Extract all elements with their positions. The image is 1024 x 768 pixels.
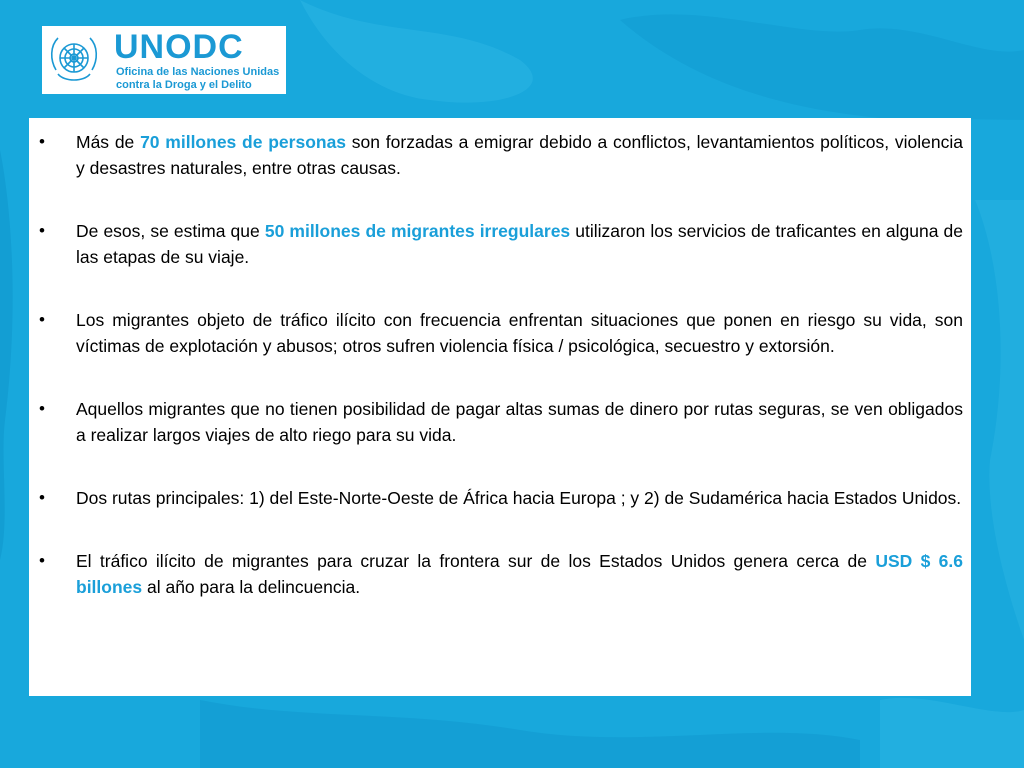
text-segment: al año para la delincuencia. (142, 577, 361, 597)
text-segment: De esos, se estima que (76, 221, 265, 241)
text-segment: son forzadas a emigrar debido a conflictos, levantamientos políticos, violencia y desastres naturales, entre otras causas. (76, 132, 964, 178)
bullet-item (29, 548, 971, 600)
text-segment: utilizaron los servicios de traficantes en alguna de las etapas de su viaje. (76, 221, 963, 267)
text-segment: Los migrantes objeto de tráfico ilícito con frecuencia enfrentan situaciones que ponen en riesgo su vida, son víctimas de explotación y abusos; otros sufren violencia física / psicológica, secuestro y extorsión. (76, 310, 963, 356)
logo-subtitle-line-2: contra la Droga y el Delito (116, 79, 252, 91)
bullet-icon: • (39, 221, 45, 240)
text-segment: El tráfico ilícito de migrantes para cruzar la frontera sur de los Estados Unidos genera cerca de (76, 551, 876, 571)
bullet-text (76, 548, 963, 600)
logo-subtitle (116, 66, 286, 92)
logo-title: UNODC (114, 28, 244, 66)
bullet-item (29, 218, 971, 270)
text-segment: Aquellos migrantes que no tienen posibilidad de pagar altas sumas de dinero por rutas seguras, se ven obligados a realizar largos viajes de alto riego para su vida. (76, 399, 963, 445)
bullet-item (29, 129, 971, 181)
bullet-icon: • (39, 488, 45, 507)
bullet-text (76, 485, 963, 511)
bullet-icon: • (39, 399, 45, 418)
bullet-text (76, 396, 963, 448)
text-segment: Más de (76, 132, 141, 152)
text-segment: Dos rutas principales: 1) del Este-Norte-Oeste de África hacia Europa ; y 2) de Sudamérica hacia Estados Unidos. (76, 488, 962, 508)
bullet-list (29, 129, 971, 637)
bullet-icon: • (39, 310, 45, 329)
bullet-item (29, 307, 971, 359)
bullet-text (76, 129, 963, 181)
content-panel (29, 118, 971, 696)
bullet-text (76, 307, 963, 359)
highlighted-text: 50 millones de migrantes irregulares (264, 221, 571, 241)
highlighted-text: 70 millones de personas (140, 132, 347, 152)
bullet-item (29, 396, 971, 448)
logo-subtitle-line-1: Oficina de las Naciones Unidas (116, 66, 280, 78)
un-emblem-icon (44, 30, 104, 90)
unodc-logo (42, 26, 286, 94)
bullet-item (29, 485, 971, 511)
bullet-text (76, 218, 963, 270)
bullet-icon: • (39, 132, 45, 151)
bullet-icon: • (39, 551, 45, 570)
highlighted-text: USD $ 6.6 billones (76, 551, 963, 597)
